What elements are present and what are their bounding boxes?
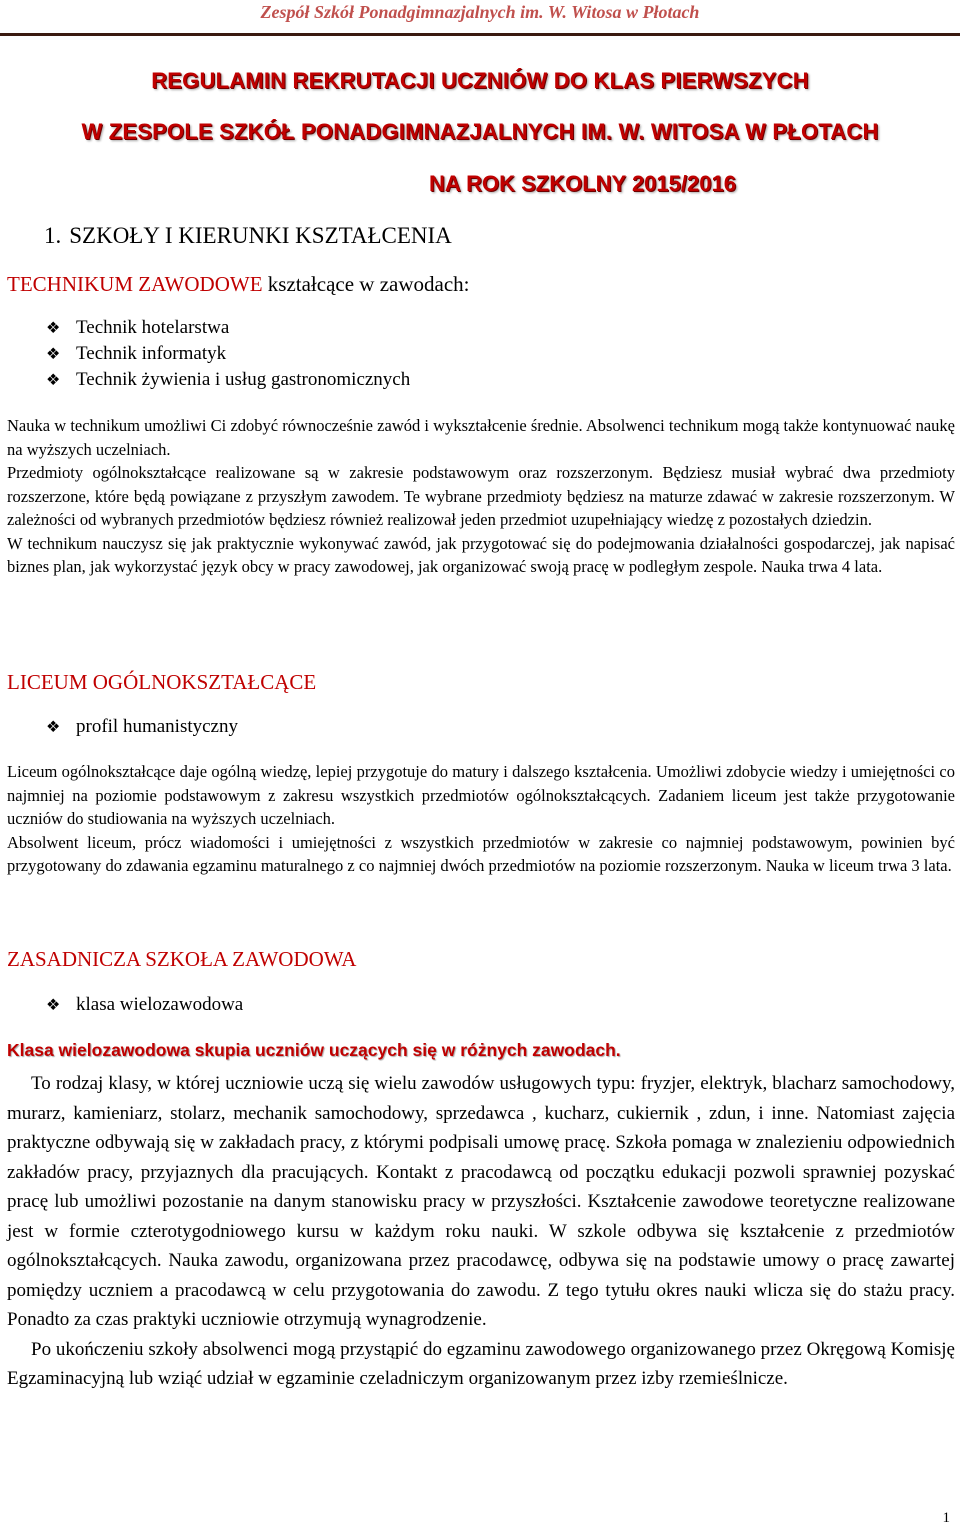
list-item	[46, 317, 229, 339]
paragraph: Przedmioty ogólnokształcące realizowane są w zakresie podstawowym oraz rozszerzonym. Będziesz musiał wybrać dwa przedmioty rozszerzone, które będą powiązane z przyszłym zawodem. Te wybrane przedmioty będziesz na maturze zdawać w zakresie rozszerzonym. W zależności od wybranych przedmiotów będziesz również realizował jeden przedmiot uzupełniający wiedzę z pozostałych dziedzin.	[7, 463, 955, 529]
technikum-description	[7, 414, 955, 579]
zawodowa-heading: ZASADNICZA SZKOŁA ZAWODOWA	[7, 947, 357, 971]
page-number: 1	[942, 1510, 950, 1526]
section-number: 1.	[44, 223, 62, 248]
page-header: Zespół Szkół Ponadgimnazjalnych im. W. Witosa w Płotach	[260, 2, 700, 22]
list-item-label: Technik żywienia i usług gastronomicznych	[76, 369, 411, 390]
diamond-bullet-icon: ❖	[46, 997, 61, 1014]
paragraph: To rodzaj klasy, w której uczniowie uczą się wielu zawodów usługowych typu: fryzjer, elektryk, blacharz samochodowy, murarz, kamieniarz, stolarz, mechanik samochodowy, sprzedawca , kucharz, cukiernik , zdun, i inne. Natomiast zajęcia praktyczne odbywają się w zakładach pracy, z którymi podpisali umowę pracę. Szkoła pomaga w znalezieniu odpowiednich zakładów pracy, przyjaznych dla pracujących. Kontakt z pracodawcą od początku edukacji pozwoli sprawniej pozyskać pracę lub umożliwi pozostanie na danym stanowisku pracy w przyszłości. Kształcenie zawodowe teoretyczne realizowane jest w formie czterotygodniowego kursu w każdym roku nauki. W szkole odbywa się kształcenie z przedmiotów ogólnokształcących. Nauka zawodu, organizowana przez pracodawcę, odbywa się na podstawie umowy o pracę zawartej pomiędzy uczniem a pracodawcą w celu przygotowania do zawodu. Z tego tytułu okres nauki wlicza się do stażu pracy. Ponadto za czas praktyki uczniowie otrzymują wynagrodzenie.	[7, 1073, 955, 1330]
diamond-bullet-icon: ❖	[46, 372, 61, 389]
liceum-description	[7, 760, 955, 878]
diamond-bullet-icon: ❖	[46, 719, 61, 736]
list-item	[46, 369, 410, 391]
list-item	[46, 343, 226, 365]
title-line-1: REGULAMIN REKRUTACJI UCZNIÓW DO KLAS PIERWSZYCH	[151, 68, 809, 93]
header-divider	[0, 33, 960, 36]
liceum-heading: LICEUM OGÓLNOKSZTAŁCĄCE	[7, 670, 317, 694]
zawodowa-subtitle: Klasa wielozawodowa skupia uczniów uczących się w różnych zawodach.	[7, 1040, 621, 1060]
list-item-label: Technik informatyk	[76, 343, 227, 364]
zawodowa-description	[7, 1069, 955, 1394]
section-heading	[44, 223, 452, 249]
title-line-2: W ZESPOLE SZKÓŁ PONADGIMNAZJALNYCH IM. W. WITOSA W PŁOTACH	[81, 119, 879, 144]
list-item	[46, 716, 238, 738]
list-item-label: Technik hotelarstwa	[76, 317, 230, 338]
diamond-bullet-icon: ❖	[46, 320, 61, 337]
technikum-heading	[7, 272, 470, 297]
section-title: SZKOŁY I KIERUNKI KSZTAŁCENIA	[69, 223, 452, 248]
diamond-bullet-icon: ❖	[46, 346, 61, 363]
paragraph: Nauka w technikum umożliwi Ci zdobyć równocześnie zawód i wykształcenie średnie. Absolwenci technikum mogą także kontynuować naukę na wyższych uczelniach.	[7, 416, 955, 459]
technikum-heading-title: TECHNIKUM ZAWODOWE	[7, 272, 263, 296]
list-item	[46, 994, 243, 1016]
list-item-label: profil humanistyczny	[76, 716, 238, 737]
paragraph: W technikum nauczysz się jak praktycznie wykonywać zawód, jak przygotować się do podejmowania działalności gospodarczej, jak napisać biznes plan, jak wykorzystać język obcy w pracy zawodowej, jak organizować swoją pracę w podległym zespole. Nauka trwa 4 lata.	[7, 533, 955, 576]
paragraph: Liceum ogólnokształcące daje ogólną wiedzę, lepiej przygotuje do matury i dalszego kształcenia. Umożliwi zdobycie wiedzy i umiejętności co najmniej na poziomie podstawowym z zakresu wszystkich przedmiotów ogólnokształcących. Zadaniem liceum jest także przygotowanie uczniów do studiowania na wyższych uczelniach.	[7, 762, 955, 828]
paragraph: Po ukończeniu szkoły absolwenci mogą przystąpić do egzaminu zawodowego organizowanego przez Okręgową Komisję Egzaminacyjną lub wziąć udział w egzaminie czeladniczym organizowanym przez izby rzemieślnicze.	[7, 1338, 955, 1389]
list-item-label: klasa wielozawodowa	[76, 994, 244, 1015]
paragraph: Absolwent liceum, prócz wiadomości i umiejętności z wszystkich przedmiotów w zakresie co najmniej podstawowym, powinien być przygotowany do zdawania egzaminu maturalnego z co najmniej dwóch przedmiotów na poziomie rozszerzonym. Nauka w liceum trwa 3 lata.	[7, 832, 955, 875]
technikum-heading-rest: kształcące w zawodach:	[262, 272, 470, 296]
title-line-3: NA ROK SZKOLNY 2015/2016	[429, 171, 736, 196]
